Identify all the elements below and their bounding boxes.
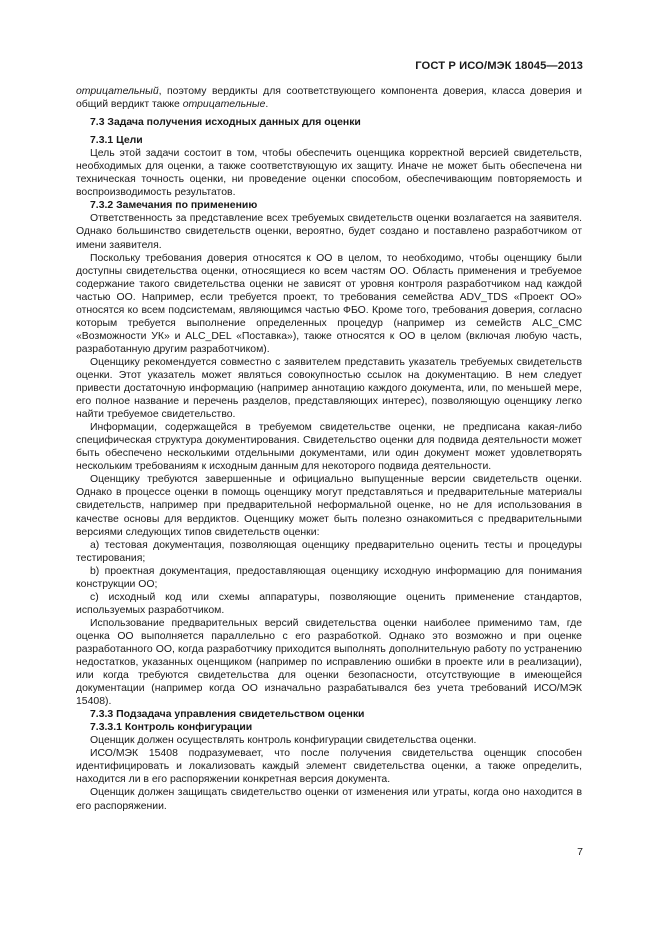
paragraph: Ответственность за представление всех требуемых свидетельств оценки возлагается на заявителя. Однако большинство свидетельств оценки, вероятно, будет создано и поставлено разработчиком от имени заявителя. (76, 213, 582, 251)
paragraph: Цель этой задачи состоит в том, чтобы обеспечить оценщика корректной версией свидетельств, необходимых для оценки, а также соответствующую их защиту. Иначе не может быть обеспечена ни техническая точность оценки, ни проведение оценки способом, обеспечивающим повторяемость и воспроизводимость результатов. (76, 148, 582, 199)
section-heading-7-3: 7.3 Задача получения исходных данных для оценки (90, 117, 361, 129)
paragraph: Оценщику требуются завершенные и официально выпущенные версии свидетельств оценки. Однако в процессе оценки в помощь оценщику могут представляться и предварительные материалы свидетельств, например при предварительной неформальной оценке, но не для использования в качестве основы для вердиктов. Оценщику может быть полезно ознакомиться с предварительными версиями следующих типов свидетельств оценки: (76, 474, 582, 538)
italic-term: отрицательный (76, 86, 159, 97)
page-number: 7 (577, 846, 583, 858)
paragraph: Информации, содержащейся в требуемом свидетельстве оценки, не предписана какая-либо специфическая структура документирования. Свидетельство оценки для подвида деятельности может быть обеспечено несколькими отдельными документами, или один документ может удовлетворять нескольким требованиям к исходным данным для некоторого подвида деятельности. (76, 422, 582, 473)
paragraph: Оценщик должен осуществлять контроль конфигурации свидетельства оценки. (90, 735, 477, 747)
paragraph: Оценщик должен защищать свидетельство оценки от изменения или утраты, когда оно находится в его распоряжении. (76, 787, 582, 812)
section-heading-7-3-3: 7.3.3 Подзадача управления свидетельством оценки (90, 709, 365, 721)
section-heading-7-3-3-1: 7.3.3.1 Контроль конфигурации (90, 722, 253, 734)
section-heading-7-3-1: 7.3.1 Цели (90, 135, 143, 147)
list-item-b: b) проектная документация, предоставляющая оценщику исходную информацию для понимания конструкции ОО; (76, 565, 582, 590)
italic-term: отрицательные (182, 99, 266, 111)
paragraph (76, 85, 582, 111)
paragraph: Поскольку требования доверия относятся к ОО в целом, то необходимо, чтобы оценщику были доступны свидетельства оценки, относящиеся ко всем частям ОО. Область применения и требуемое содержание такого свидетельства оценки не зависят от уровня контроля разработчиком над каждой частью ОО. Например, если требуется проект, то требования семейства ADV_TDS «Проект ОО» относятся ко всем подсистемам, являющимся частью ФБО. Кроме того, требования доверия, согласно которым требуется выполнение определенных процедур (например из семейств ALC_CMC «Возможности УК» и ALC_DEL «Поставка»), также относятся к ОО в целом (включая любую часть, разработанную другим разработчиком). (76, 252, 582, 355)
text-run: . (265, 99, 269, 111)
running-header: ГОСТ Р ИСО/МЭК 18045—2013 (415, 60, 583, 72)
paragraph: Использование предварительных версий свидетельства оценки наиболее применимо там, где оценка ОО выполняется параллельно с его разработкой. Однако это возможно и при оценке разработанного ОО, когда разработчику приходится выполнять дополнительную работу по устранению недостатков, указанных оценщиком (например по исправлению ошибки в проекте или в реализации), или когда требуются свидетельства для оценки безопасности, отсутствующие в имеющейся документации (например когда ОО изначально разрабатывался без учета требований ИСО/МЭК 15408). (76, 617, 582, 708)
list-item-c: с) исходный код или схемы аппаратуры, позволяющие оценить применение стандартов, используемых разработчиком. (76, 591, 582, 616)
paragraph: Оценщику рекомендуется совместно с заявителем представить указатель требуемых свидетельств оценки. Этот указатель может являться совокупностью ссылок на документацию. В нем следует привести достаточную информацию (например аннотацию каждого документа, или, по меньшей мере, его полное название и перечень разделов, представляющих интерес), позволяющую оценщику легко найти требуемое свидетельство. (76, 356, 582, 421)
paragraph: ИСО/МЭК 15408 подразумевает, что после получения свидетельства оценщик способен идентифицировать и локализовать каждый элемент свидетельства оценки, а также определить, находится ли в его распоряжении конкретная версия документа. (76, 748, 582, 786)
section-heading-7-3-2: 7.3.2 Замечания по применению (90, 200, 258, 212)
text-run: , поэтому вердикты для соответствующего компонента доверия, класса доверия и общий вердикт также (76, 86, 582, 111)
body-text (76, 85, 582, 813)
list-item-a: а) тестовая документация, позволяющая оценщику предварительно оценить тесты и процедуры тестирования; (76, 539, 582, 564)
